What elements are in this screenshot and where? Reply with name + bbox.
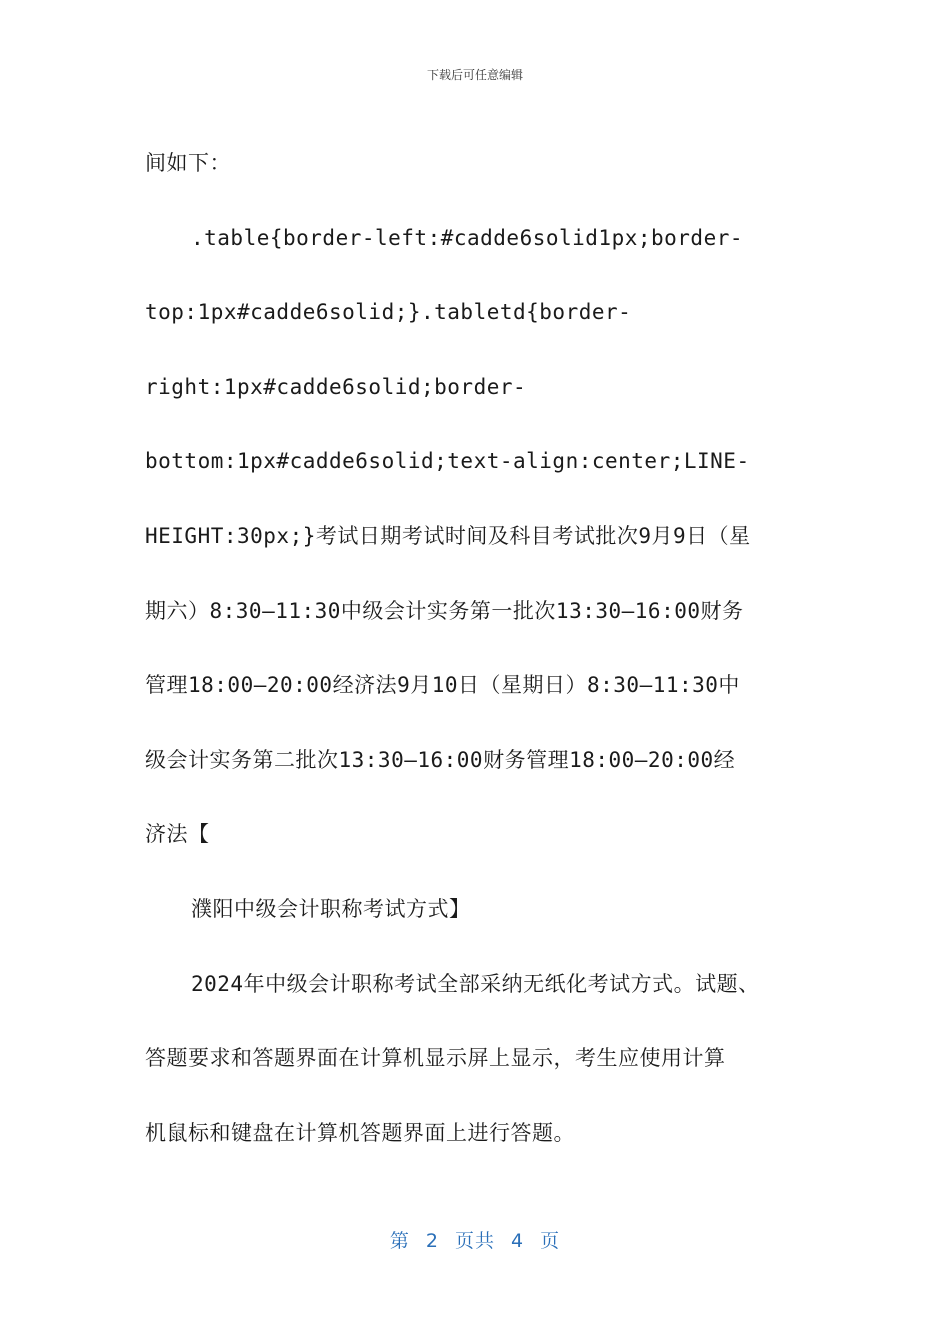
text-line: 管理18:00—20:00经济法9月10日（星期日）8:30—11:30中 [145,673,740,698]
text-line: right:1px#cadde6solid;border- [145,374,527,399]
page-prefix: 第 [389,1230,410,1252]
header-note: 下载后可任意编辑 [426,68,523,82]
text-line: top:1px#cadde6solid;}.tabletd{border- [145,300,632,325]
page-middle: 页共 [454,1230,495,1252]
page-total: 4 [511,1230,525,1252]
text-line: 期六）8:30—11:30中级会计实务第一批次13:30—16:00财务 [145,598,744,623]
text-line: 濮阳中级会计职称考试方式】 [191,896,471,921]
text-line: bottom:1px#cadde6solid;text-align:center;LINE- [145,449,750,474]
text-line: 间如下： [145,151,231,175]
body-text [145,126,815,1170]
page-number: 2 [425,1230,439,1252]
text-line: 机鼠标和键盘在计算机答题界面上进行答题。 [145,1120,575,1145]
text-line: 级会计实务第二批次13:30—16:00财务管理18:00—20:00经 [145,747,736,772]
text-line: 答题要求和答题界面在计算机显示屏上显示，考生应使用计算 [145,1046,726,1071]
page-footer [0,1226,950,1253]
text-line: HEIGHT:30px;}考试日期考试时间及科目考试批次9月9日（星 [145,523,751,548]
page-suffix: 页 [540,1230,561,1252]
text-line: 2024年中级会计职称考试全部采纳无纸化考试方式。试题、 [191,971,760,996]
text-line: 济法【 [145,822,210,847]
text-line: .table{border-left:#cadde6solid1px;border- [191,225,744,250]
